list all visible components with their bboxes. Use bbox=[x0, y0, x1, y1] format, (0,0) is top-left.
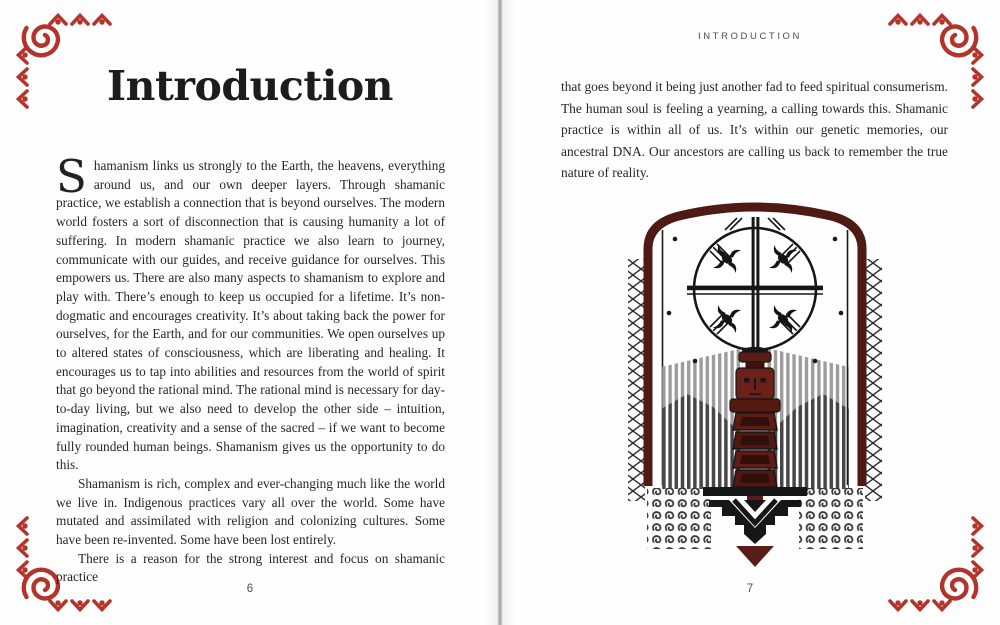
drum-circle bbox=[687, 217, 823, 357]
body-paragraph: There is a reason for the strong interest and focus on shamanic practice bbox=[56, 550, 445, 585]
page-number: 7 bbox=[746, 583, 754, 595]
body-text bbox=[56, 150, 445, 587]
hook-pattern bbox=[647, 488, 711, 549]
chapter-title: Introduction bbox=[107, 62, 393, 110]
running-header: INTRODUCTION bbox=[697, 31, 803, 42]
page-number: 6 bbox=[246, 583, 254, 595]
drop-cap: S bbox=[56, 150, 87, 203]
body-paragraph bbox=[56, 150, 445, 475]
shamanic-drum-totem-illustration bbox=[625, 197, 885, 569]
corner-ornament-icon bbox=[884, 512, 994, 622]
lattice-pattern bbox=[865, 259, 882, 501]
cross-bar bbox=[703, 487, 807, 496]
lattice-pattern bbox=[628, 259, 645, 501]
hook-pattern bbox=[799, 488, 863, 549]
paragraph-text: hamanism links us strongly to the Earth, the heavens, everything around us, and our own deeper layers. Through shamanic practice, we establish a connection that is beyond ourselves. The modern world fosters a sort of disconnection that is causing humanity a lot of suffering. In modern shamanic practice we also learn to journey, communicate with our guides, and receive guidance for ourselves. This empowers us. There are also many aspects to shamanism to explore and play with. There’s enough to keep us occupied for a lifetime. It’s non-dogmatic and encourages creativity. It’s about taking back the power for ourselves, for the Earth, and for our communities. We open ourselves up to altered states of consciousness, which are liberating and healing. It encourages us to tap into abilities and resources from the world of spirit that go beyond the rational mind. The rational mind is necessary for day-to-day living, but we also need to develop the other side – intuition, imagination, creativity and a sense of the sacred – if we want to become fully rounded human beings. Shamanism gives us the opportunity to do this. bbox=[56, 158, 445, 473]
body-paragraph: that goes beyond it being just another fad to feed spiritual consumerism. The human soul is feeling a yearning, a calling towards this. Shamanic practice is within all of us. It’s within our genetic memories, our ancestral DNA. Our ancestors are calling us back to remember the true nature of reality. bbox=[561, 79, 948, 181]
totem-figure bbox=[730, 347, 780, 504]
body-paragraph: Shamanism is rich, complex and ever-changing much like the world we live in. Indigenous practices vary all over the world. Some have mutated and assimilated with religion and colonizing cultures. Some have been re-invented. Some have been lost entirely. bbox=[56, 475, 445, 548]
stepped-diamond bbox=[709, 500, 801, 544]
page-right bbox=[500, 0, 1000, 625]
arrowhead-triangle bbox=[736, 546, 774, 567]
